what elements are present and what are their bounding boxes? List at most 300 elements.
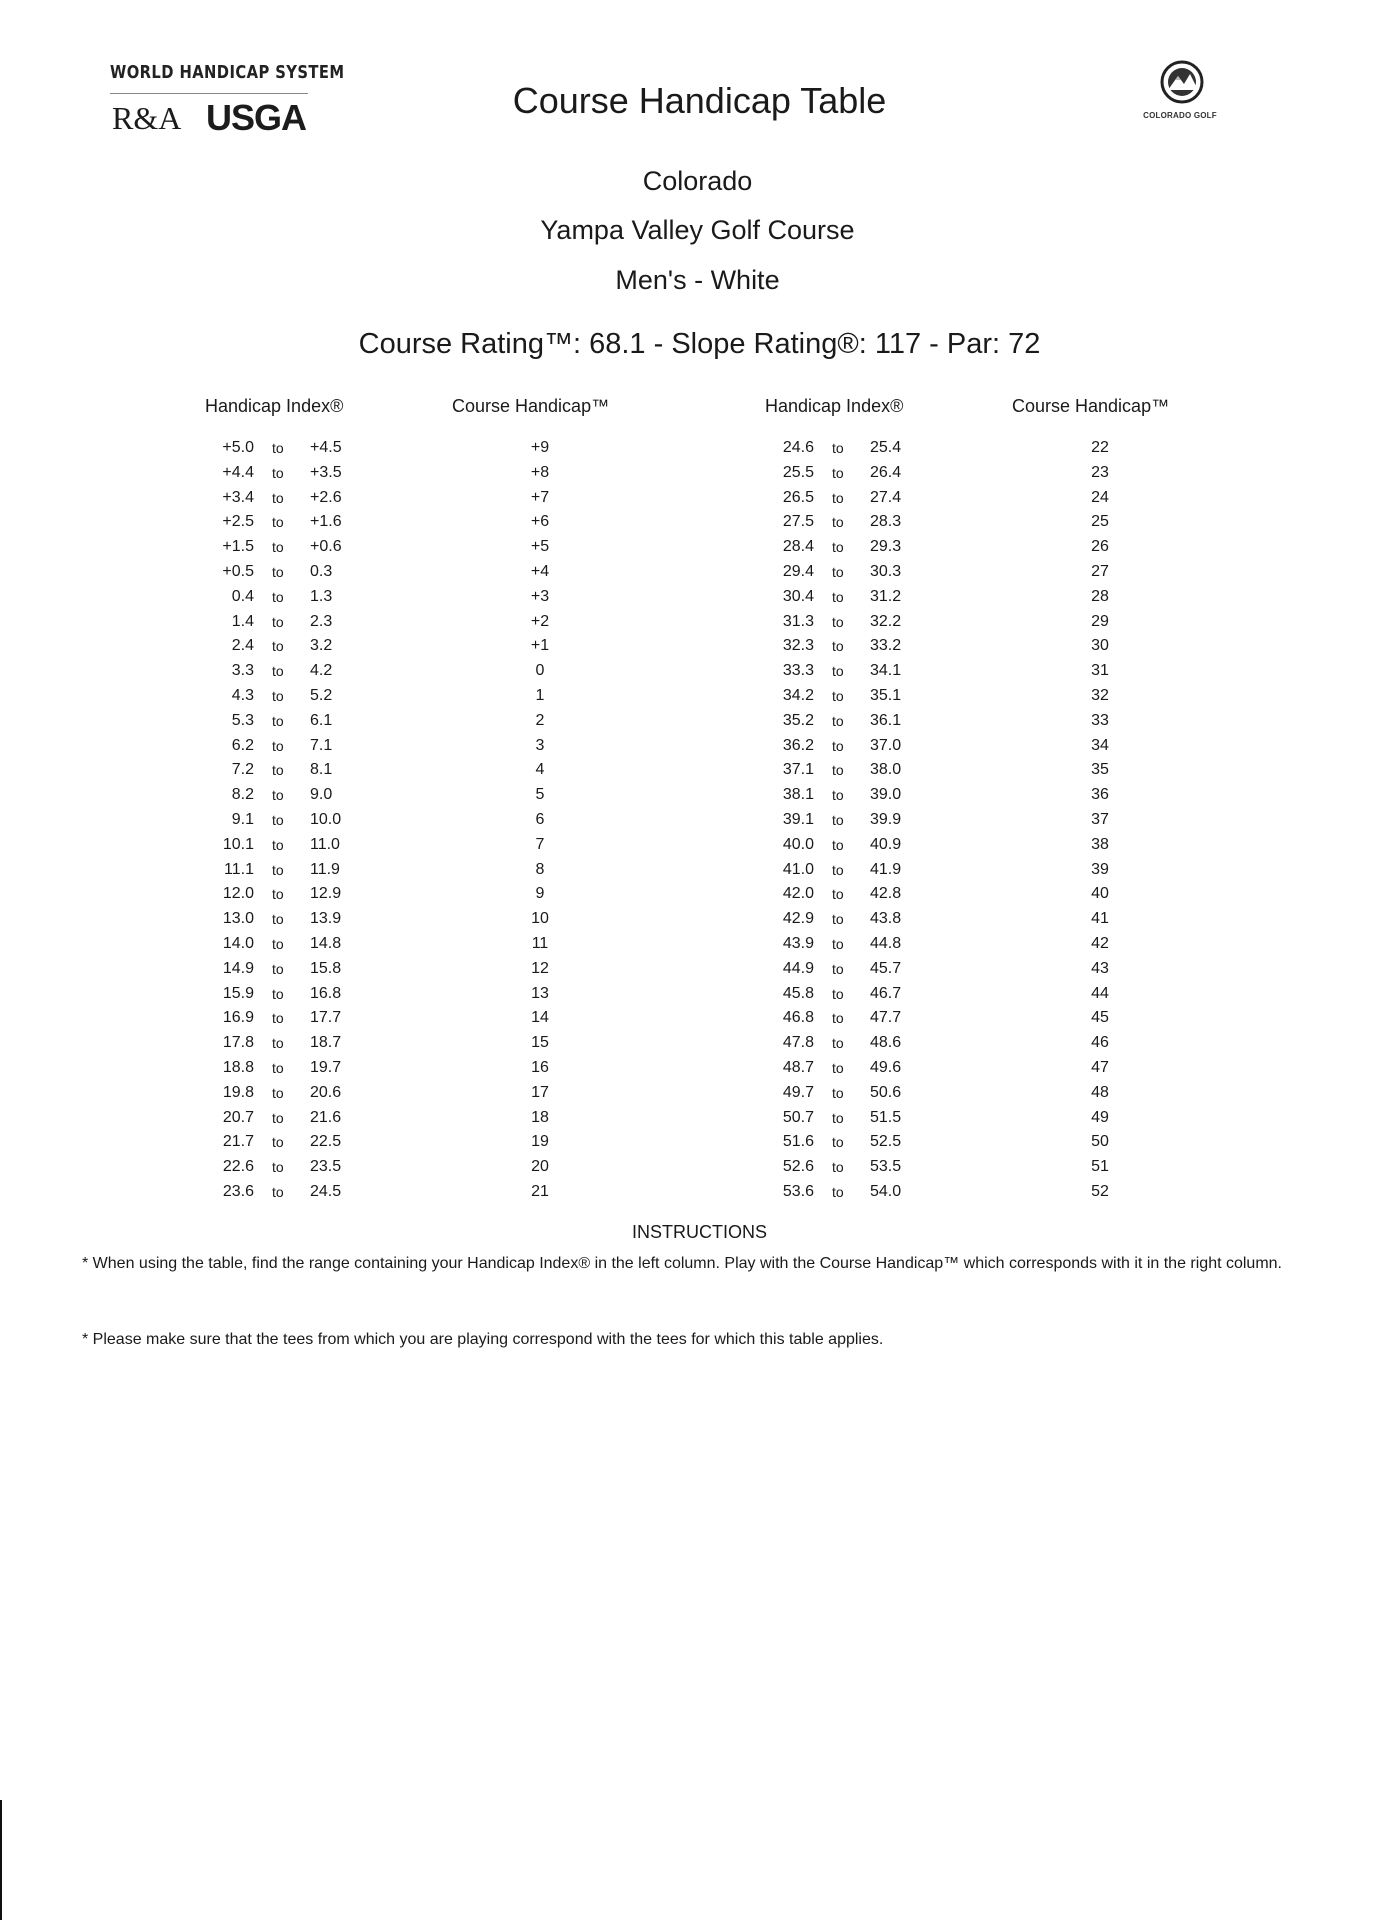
index-low: 36.2 [782, 736, 814, 754]
index-low: 42.0 [782, 885, 814, 903]
range-to: to [832, 1134, 844, 1151]
table-row [764, 957, 924, 982]
course-handicap-value: 6 [535, 810, 545, 828]
range-to: to [272, 886, 284, 903]
table-row [204, 932, 364, 957]
index-high: 19.7 [310, 1058, 342, 1076]
index-low: 3.3 [231, 662, 254, 680]
index-high: 20.6 [310, 1083, 342, 1101]
table-row [204, 684, 364, 709]
course-handicap-value: 42 [1091, 934, 1109, 952]
range-to: to [272, 1059, 284, 1076]
index-high: 50.6 [870, 1083, 902, 1101]
index-high: 14.8 [310, 934, 342, 952]
table-row [764, 808, 924, 833]
index-high: 53.5 [870, 1158, 902, 1176]
table-row [204, 1056, 364, 1081]
range-to: to [832, 638, 844, 655]
table-row [764, 1155, 924, 1180]
table-row [204, 535, 364, 560]
index-high: 8.1 [310, 761, 333, 779]
index-high: 9.0 [310, 786, 333, 804]
index-low: 38.1 [782, 786, 814, 804]
index-high: 10.0 [310, 810, 342, 828]
table-row [764, 709, 924, 734]
index-low: 43.9 [782, 934, 814, 952]
index-high: 23.5 [310, 1158, 342, 1176]
index-high: 37.0 [870, 736, 902, 754]
left-course-handicap-column [500, 436, 580, 1205]
ra-logo: R&A [112, 100, 182, 136]
table-row [764, 907, 924, 932]
course-handicap-value: 12 [531, 959, 549, 977]
index-low: 29.4 [782, 562, 814, 580]
index-high: 32.2 [870, 612, 902, 630]
table-row [204, 1031, 364, 1056]
course-handicap-value: +6 [530, 513, 550, 531]
range-to: to [832, 1159, 844, 1176]
tee-name: Men's - White [615, 265, 780, 295]
course-handicap-value: 52 [1091, 1182, 1109, 1200]
table-row [764, 684, 924, 709]
range-to: to [832, 960, 844, 977]
right-course-handicap-column [1060, 436, 1140, 1205]
index-low: 37.1 [782, 761, 814, 779]
table-row [204, 659, 364, 684]
range-to: to [272, 836, 284, 853]
range-to: to [832, 613, 844, 630]
course-ratings: Course Rating™: 68.1 - Slope Rating®: 117 - Par: 72 [358, 328, 1041, 360]
right-index-column [764, 436, 924, 1205]
table-row [204, 486, 364, 511]
range-to: to [832, 1183, 844, 1200]
left-index-column [204, 436, 364, 1205]
table-row [764, 932, 924, 957]
table-row [204, 634, 364, 659]
range-to: to [832, 737, 844, 754]
index-low: 15.9 [222, 984, 254, 1002]
index-low: 6.2 [231, 736, 254, 754]
range-to: to [832, 886, 844, 903]
index-low: 28.4 [782, 538, 814, 556]
course-handicap-value: 38 [1091, 835, 1109, 853]
index-low: 27.5 [782, 513, 814, 531]
index-low: +3.4 [222, 488, 254, 506]
table-row [764, 1106, 924, 1131]
course-handicap-value: 8 [535, 860, 545, 878]
range-to: to [272, 960, 284, 977]
range-to: to [272, 985, 284, 1002]
course-handicap-value: 7 [535, 835, 545, 853]
range-to: to [272, 514, 284, 531]
range-to: to [272, 638, 284, 655]
range-to: to [832, 1010, 844, 1027]
index-high: 18.7 [310, 1034, 342, 1052]
index-low: 49.7 [782, 1083, 814, 1101]
course-handicap-value: +4 [530, 562, 550, 580]
index-low: 34.2 [782, 686, 814, 704]
course-handicap-value: 32 [1091, 686, 1109, 704]
index-low: 33.3 [782, 662, 814, 680]
range-to: to [832, 762, 844, 779]
index-high: 0.3 [310, 562, 333, 580]
range-to: to [832, 464, 844, 481]
course-handicap-value: 14 [531, 1009, 549, 1027]
index-low: 40.0 [782, 835, 814, 853]
index-low: 35.2 [782, 711, 814, 729]
table-row [204, 1180, 364, 1205]
range-to: to [832, 861, 844, 878]
table-row [764, 436, 924, 461]
index-high: 34.1 [870, 662, 902, 680]
index-high: 17.7 [310, 1009, 342, 1027]
index-low: 51.6 [782, 1133, 814, 1151]
course-handicap-value: +9 [530, 439, 550, 456]
index-high: 29.3 [870, 538, 902, 556]
header-course-handicap-right: Course Handicap™ [1012, 396, 1170, 416]
range-to: to [272, 712, 284, 729]
table-row [764, 858, 924, 883]
index-high: 45.7 [870, 959, 902, 977]
range-to: to [832, 563, 844, 580]
index-low: 21.7 [222, 1133, 254, 1151]
index-low: 13.0 [222, 910, 254, 928]
course-handicap-value: 50 [1091, 1133, 1109, 1151]
scan-edge-mark [0, 1800, 2, 1920]
index-low: 22.6 [222, 1158, 254, 1176]
table-row [204, 1081, 364, 1106]
table-row [764, 461, 924, 486]
range-to: to [832, 787, 844, 804]
index-low: 17.8 [222, 1034, 254, 1052]
table-row [764, 833, 924, 858]
course-handicap-value: 36 [1091, 786, 1109, 804]
index-low: 8.2 [231, 786, 254, 804]
course-handicap-value: 5 [535, 786, 545, 804]
table-row [764, 783, 924, 808]
page-title: Course Handicap Table [512, 80, 887, 121]
table-row [764, 560, 924, 585]
index-high: +1.6 [310, 513, 342, 531]
index-high: 35.1 [870, 686, 902, 704]
course-handicap-value: 4 [535, 761, 545, 779]
course-handicap-value: 41 [1091, 910, 1109, 928]
index-high: 24.5 [310, 1182, 342, 1200]
table-row [764, 585, 924, 610]
index-high: 12.9 [310, 885, 342, 903]
range-to: to [832, 712, 844, 729]
mountain-golf-ball-icon [1128, 58, 1236, 138]
table-row [764, 1056, 924, 1081]
table-row [764, 510, 924, 535]
range-to: to [272, 1159, 284, 1176]
index-high: +4.5 [310, 439, 342, 456]
index-high: 47.7 [870, 1009, 902, 1027]
course-handicap-value: +1 [530, 637, 550, 655]
range-to: to [272, 1109, 284, 1126]
range-to: to [832, 1109, 844, 1126]
range-to: to [272, 1134, 284, 1151]
course-name: Yampa Valley Golf Course [540, 215, 855, 245]
index-low: 24.6 [782, 439, 814, 456]
range-to: to [272, 861, 284, 878]
index-high: 54.0 [870, 1182, 902, 1200]
usga-logo: USGA [206, 97, 307, 138]
range-to: to [272, 737, 284, 754]
course-handicap-value: 15 [531, 1034, 549, 1052]
course-handicap-value: 1 [535, 686, 545, 704]
index-high: 49.6 [870, 1058, 902, 1076]
index-low: 16.9 [222, 1009, 254, 1027]
index-high: 36.1 [870, 711, 902, 729]
index-high: 44.8 [870, 934, 902, 952]
index-high: 22.5 [310, 1133, 342, 1151]
index-low: 4.3 [231, 686, 254, 704]
index-high: 6.1 [310, 711, 333, 729]
course-handicap-value: +8 [530, 463, 550, 481]
course-handicap-value: 13 [531, 984, 549, 1002]
table-row [204, 560, 364, 585]
index-high: +2.6 [310, 488, 342, 506]
course-handicap-value: 30 [1091, 637, 1109, 655]
table-row [204, 957, 364, 982]
table-row [204, 585, 364, 610]
range-to: to [272, 539, 284, 556]
range-to: to [832, 935, 844, 952]
range-to: to [832, 489, 844, 506]
range-to: to [272, 762, 284, 779]
index-low: 50.7 [782, 1108, 814, 1126]
course-handicap-value: 10 [531, 910, 549, 928]
range-to: to [832, 1059, 844, 1076]
course-handicap-value: 16 [531, 1058, 549, 1076]
index-low: 20.7 [222, 1108, 254, 1126]
index-high: 11.0 [310, 835, 340, 853]
index-high: 30.3 [870, 562, 902, 580]
range-to: to [272, 1183, 284, 1200]
table-row [764, 486, 924, 511]
course-handicap-value: 40 [1091, 885, 1109, 903]
course-handicap-value: 28 [1091, 587, 1109, 605]
course-handicap-value: 24 [1091, 488, 1109, 506]
index-high: 28.3 [870, 513, 902, 531]
course-handicap-value: 34 [1091, 736, 1109, 754]
index-high: 11.9 [310, 860, 340, 878]
table-row [764, 1031, 924, 1056]
range-to: to [832, 811, 844, 828]
course-handicap-value: +5 [530, 538, 550, 556]
index-low: 52.6 [782, 1158, 814, 1176]
table-row [204, 734, 364, 759]
index-low: 9.1 [231, 810, 254, 828]
index-low: 44.9 [782, 959, 814, 977]
course-handicap-value: 21 [531, 1182, 549, 1200]
index-high: 39.9 [870, 810, 902, 828]
range-to: to [832, 663, 844, 680]
index-high: 51.5 [870, 1108, 902, 1126]
index-low: 39.1 [782, 810, 814, 828]
header-handicap-index-left: Handicap Index® [205, 396, 344, 416]
range-to: to [272, 663, 284, 680]
table-row [764, 1081, 924, 1106]
table-row [204, 461, 364, 486]
table-row [764, 758, 924, 783]
index-low: +0.5 [222, 562, 254, 580]
index-low: 18.8 [222, 1058, 254, 1076]
range-to: to [272, 613, 284, 630]
range-to: to [832, 1035, 844, 1052]
index-low: 14.9 [222, 959, 254, 977]
index-high: 5.2 [310, 686, 333, 704]
table-row [204, 1106, 364, 1131]
table-row [764, 1006, 924, 1031]
course-handicap-value: 43 [1091, 959, 1109, 977]
index-low: +1.5 [222, 538, 254, 556]
course-handicap-value: 31 [1091, 662, 1109, 680]
course-handicap-value: 39 [1091, 860, 1109, 878]
course-handicap-value: 48 [1091, 1083, 1109, 1101]
index-low: 0.4 [231, 587, 254, 605]
index-low: 10.1 [222, 835, 254, 853]
range-to: to [832, 911, 844, 928]
course-handicap-value: 23 [1091, 463, 1109, 481]
index-low: 19.8 [222, 1083, 254, 1101]
table-row [204, 610, 364, 635]
table-row [204, 808, 364, 833]
course-handicap-value: 27 [1091, 562, 1109, 580]
table-row [764, 882, 924, 907]
world-handicap-system-logo: WORLD HANDICAP SYSTEM [110, 62, 345, 83]
index-high: 26.4 [870, 463, 902, 481]
range-to: to [832, 985, 844, 1002]
table-row [764, 610, 924, 635]
table-row [764, 734, 924, 759]
course-handicap-value: 22 [1091, 439, 1109, 456]
index-low: 7.2 [231, 761, 254, 779]
table-row [764, 982, 924, 1007]
index-high: 48.6 [870, 1034, 902, 1052]
index-high: 13.9 [310, 910, 342, 928]
table-row [204, 1006, 364, 1031]
index-high: 39.0 [870, 786, 902, 804]
index-high: 33.2 [870, 637, 902, 655]
course-handicap-value: 35 [1091, 761, 1109, 779]
course-handicap-value: 47 [1091, 1058, 1109, 1076]
table-row [764, 1180, 924, 1205]
range-to: to [832, 514, 844, 531]
range-to: to [272, 588, 284, 605]
course-handicap-value: 0 [535, 662, 545, 680]
table-row [204, 882, 364, 907]
range-to: to [832, 836, 844, 853]
index-low: 47.8 [782, 1034, 814, 1052]
index-low: 2.4 [231, 637, 254, 655]
course-handicap-value: 49 [1091, 1108, 1109, 1126]
index-high: 16.8 [310, 984, 342, 1002]
range-to: to [832, 588, 844, 605]
instruction-line-2: * Please make sure that the tees from which you are playing correspond with the tees for which this table applies. [82, 1331, 884, 1348]
course-handicap-value: 3 [535, 736, 545, 754]
index-low: 12.0 [222, 885, 254, 903]
index-high: 4.2 [310, 662, 333, 680]
course-handicap-value: +3 [530, 587, 550, 605]
course-handicap-value: 25 [1091, 513, 1109, 531]
range-to: to [832, 440, 844, 456]
table-row [764, 535, 924, 560]
index-high: 38.0 [870, 761, 902, 779]
index-high: 1.3 [310, 587, 333, 605]
table-row [204, 1130, 364, 1155]
table-row [204, 783, 364, 808]
index-high: 21.6 [310, 1108, 342, 1126]
index-high: 3.2 [310, 637, 333, 655]
course-handicap-value: 11 [531, 934, 549, 952]
index-low: 42.9 [782, 910, 814, 928]
index-low: +2.5 [222, 513, 254, 531]
course-handicap-value: 33 [1091, 711, 1109, 729]
index-high: 15.8 [310, 959, 342, 977]
state-name: Colorado [642, 166, 753, 196]
range-to: to [272, 787, 284, 804]
index-high: 46.7 [870, 984, 902, 1002]
index-high: 7.1 [310, 736, 333, 754]
range-to: to [272, 811, 284, 828]
instructions-heading: INSTRUCTIONS [632, 1222, 767, 1242]
course-handicap-value: 19 [531, 1133, 549, 1151]
index-high: 27.4 [870, 488, 902, 506]
index-low: 23.6 [222, 1182, 254, 1200]
course-handicap-value: 9 [535, 885, 545, 903]
index-low: 41.0 [782, 860, 814, 878]
index-low: 25.5 [782, 463, 814, 481]
instruction-line-1: * When using the table, find the range containing your Handicap Index® in the left column. Play with the Course Handicap™ which corresponds with it in the right column. [82, 1255, 1282, 1272]
index-low: +4.4 [222, 463, 254, 481]
index-high: +3.5 [310, 463, 342, 481]
table-row [204, 510, 364, 535]
index-high: +0.6 [310, 538, 342, 556]
index-low: 30.4 [782, 587, 814, 605]
range-to: to [832, 539, 844, 556]
index-high: 41.9 [870, 860, 902, 878]
index-low: 32.3 [782, 637, 814, 655]
course-handicap-value: 20 [531, 1158, 549, 1176]
index-low: 48.7 [782, 1058, 814, 1076]
course-handicap-value: 29 [1091, 612, 1109, 630]
course-handicap-value: 51 [1091, 1158, 1109, 1176]
header-course-handicap-left: Course Handicap™ [452, 396, 610, 416]
range-to: to [832, 1084, 844, 1101]
range-to: to [272, 464, 284, 481]
course-handicap-value: +7 [530, 488, 550, 506]
index-high: 25.4 [870, 439, 902, 456]
course-handicap-value: 26 [1091, 538, 1109, 556]
table-row [204, 907, 364, 932]
course-handicap-value: 17 [531, 1083, 549, 1101]
range-to: to [272, 1035, 284, 1052]
index-high: 40.9 [870, 835, 902, 853]
index-high: 2.3 [310, 612, 333, 630]
table-row [764, 634, 924, 659]
index-low: 1.4 [231, 612, 254, 630]
header-handicap-index-right: Handicap Index® [765, 396, 904, 416]
range-to: to [272, 935, 284, 952]
index-low: 11.1 [224, 860, 254, 878]
range-to: to [272, 1010, 284, 1027]
index-high: 43.8 [870, 910, 902, 928]
range-to: to [832, 687, 844, 704]
table-row [204, 709, 364, 734]
table-row [204, 833, 364, 858]
